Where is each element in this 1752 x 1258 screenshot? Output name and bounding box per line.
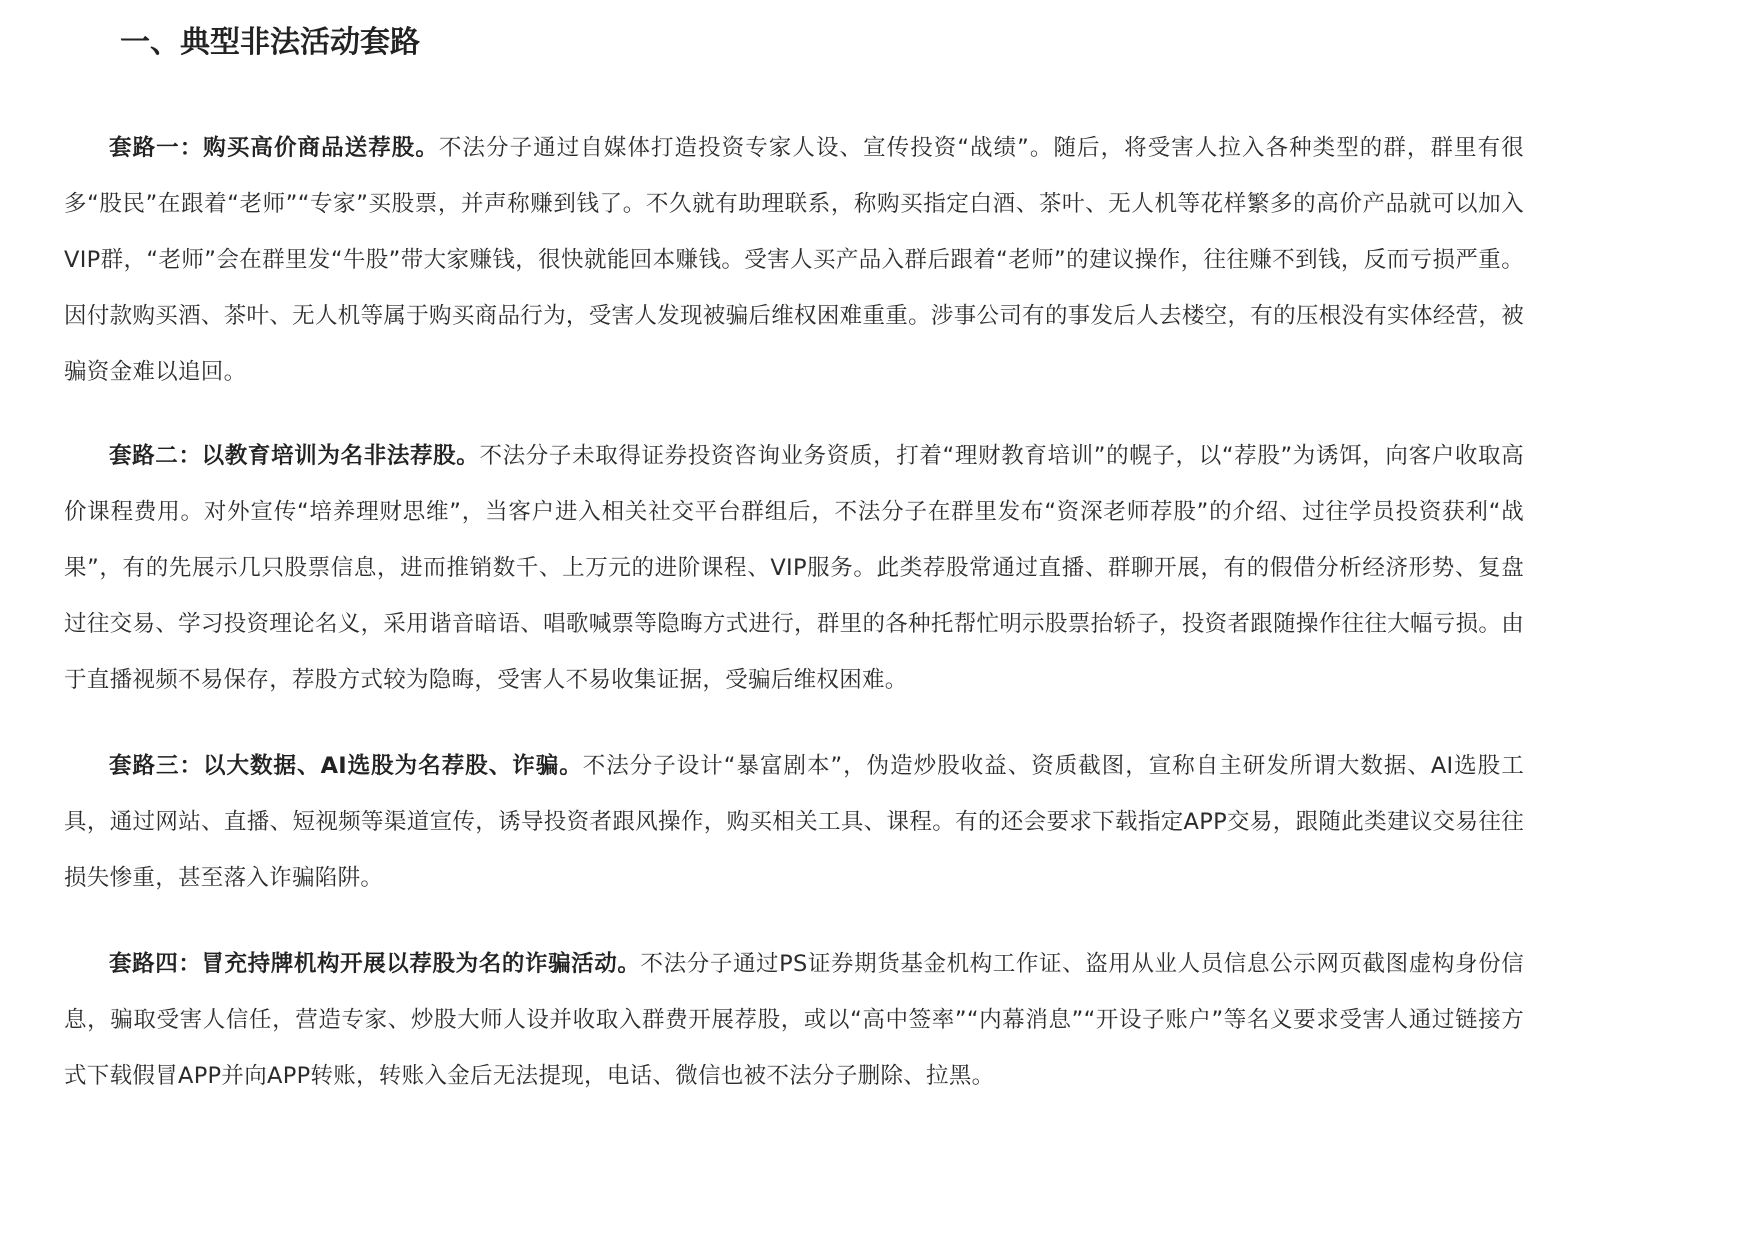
paragraph-scheme-4 — [64, 936, 1524, 1104]
scheme-1-heading: 套路一：购买高价商品送荐股。 — [109, 135, 439, 161]
scheme-2-text: 不法分子未取得证券投资咨询业务资质，打着“理财教育培训”的幌子，以“荐股”为诱饵，向客户收取高价课程费用。对外宣传“培养理财思维”，当客户进入相关社交平台群组后，不法分子在群里发布“资深老师荐股”的介绍、过往学员投资获利“战果”，有的先展示几只股票信息，进而推销数千、上万元的进阶课程、VIP服务。此类荐股常通过直播、群聊开展，有的假借分析经济形势、复盘过往交易、学习投资理论名义，采用谐音暗语、唱歌喊票等隐晦方式进行，群里的各种托帮忙明示股票抬轿子，投资者跟随操作往往大幅亏损。由于直播视频不易保存，荐股方式较为隐晦，受害人不易收集证据，受骗后维权困难。 — [64, 443, 1524, 693]
scheme-3-text: 不法分子设计“暴富剧本”，伪造炒股收益、资质截图，宣称自主研发所谓大数据、AI选股工具，通过网站、直播、短视频等渠道宣传，诱导投资者跟风操作，购买相关工具、课程。有的还会要求下载指定APP交易，跟随此类建议交易往往损失惨重，甚至落入诈骗陷阱。 — [64, 753, 1524, 891]
section-title: 一、典型非法活动套路 — [120, 25, 420, 60]
paragraph-scheme-1 — [64, 120, 1524, 400]
scheme-4-heading: 套路四：冒充持牌机构开展以荐股为名的诈骗活动。 — [109, 951, 641, 977]
paragraph-scheme-2 — [64, 428, 1524, 708]
article — [64, 0, 1524, 1089]
scheme-2-heading: 套路二：以教育培训为名非法荐股。 — [109, 443, 480, 469]
scheme-4-text: 不法分子通过PS证券期货基金机构工作证、盗用从业人员信息公示网页截图虚构身份信息，骗取受害人信任，营造专家、炒股大师人设并收取入群费开展荐股，或以“高中签率”“内幕消息”“开设子账户”等名义要求受害人通过链接方式下载假冒APP并向APP转账，转账入金后无法提现，电话、微信也被不法分子删除、拉黑。 — [64, 951, 1524, 1089]
paragraph-scheme-3 — [64, 738, 1524, 906]
scheme-1-text: 不法分子通过自媒体打造投资专家人设、宣传投资“战绩”。随后，将受害人拉入各种类型的群，群里有很多“股民”在跟着“老师”“专家”买股票，并声称赚到钱了。不久就有助理联系，称购买指定白酒、茶叶、无人机等花样繁多的高价产品就可以加入VIP群，“老师”会在群里发“牛股”带大家赚钱，很快就能回本赚钱。受害人买产品入群后跟着“老师”的建议操作，往往赚不到钱，反而亏损严重。因付款购买酒、茶叶、无人机等属于购买商品行为，受害人发现被骗后维权困难重重。涉事公司有的事发后人去楼空，有的压根没有实体经营，被骗资金难以追回。 — [64, 135, 1524, 385]
scheme-3-heading: 套路三：以大数据、AI选股为名荐股、诈骗。 — [109, 753, 583, 779]
